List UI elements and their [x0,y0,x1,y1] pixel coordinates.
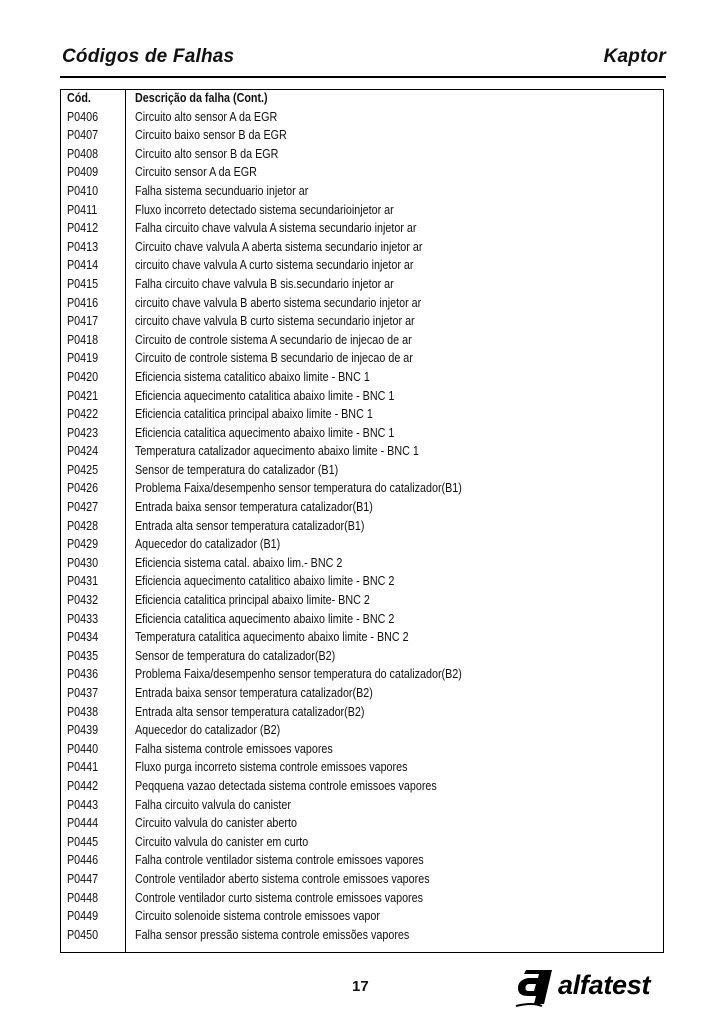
fault-code: P0435 [67,648,99,663]
table-row [60,201,664,220]
column-header-code: Cód. [67,91,91,105]
fault-code: P0418 [67,332,99,347]
table-row [60,424,664,443]
table-row [60,331,664,350]
fault-description: Eficiencia catalitica aquecimento abaixo limite - BNC 1 [135,425,395,440]
fault-code: P0421 [67,388,99,403]
fault-code: P0417 [67,314,99,329]
header-rule [60,76,666,78]
table-row [60,145,664,164]
table-row [60,405,664,424]
table-row [60,294,664,313]
fault-description: Fluxo purga incorreto sistema controle emissoes vapores [135,760,408,775]
table-row [60,368,664,387]
fault-description: Falha sistema controle emissoes vapores [135,741,333,756]
table-row [60,554,664,573]
fault-code: P0448 [67,890,99,905]
table-row [60,461,664,480]
fault-code: P0447 [67,871,99,886]
fault-description: Eficiencia catalitica aquecimento abaixo limite - BNC 2 [135,611,395,626]
table-row [60,870,664,889]
fault-description: Eficiencia sistema catal. abaixo lim.- BNC 2 [135,555,343,570]
fault-code: P0409 [67,165,99,180]
table-row [60,517,664,536]
fault-code: P0430 [67,555,99,570]
fault-code: P0416 [67,295,99,310]
fault-code: P0420 [67,369,99,384]
fault-code: P0419 [67,351,99,366]
column-header-description: Descrição da falha (Cont.) [135,91,268,105]
fault-code: P0424 [67,444,99,459]
fault-code: P0429 [67,537,99,552]
fault-description: Circuito valvula do canister em curto [135,834,309,849]
fault-description: Eficiencia catalitica principal abaixo limite- BNC 2 [135,593,370,608]
fault-code: P0414 [67,258,99,273]
table-row [60,238,664,257]
table-row [60,219,664,238]
fault-code: P0437 [67,686,99,700]
fault-code: P0410 [67,183,99,198]
table-row [60,740,664,759]
table-row [60,777,664,796]
fault-code: P0423 [67,425,99,440]
table-row [60,851,664,870]
fault-code: P0406 [67,109,99,124]
fault-code-table [60,89,664,944]
table-row [60,349,664,368]
fault-description: Circuito solenoide sistema controle emissoes vapor [135,909,380,924]
fault-code: P0427 [67,500,99,515]
fault-description: circuito chave valvula B curto sistema secundario injetor ar [135,314,415,329]
fault-description: Falha circuito chave valvula A sistema secundario injetor ar [135,221,417,236]
table-row [60,610,664,629]
fault-description: Eficiencia aquecimento catalitico abaixo limite - BNC 2 [135,574,395,589]
table-row [60,256,664,275]
table-row [60,479,664,498]
fault-description: circuito chave valvula A curto sistema secundario injetor ar [135,258,414,273]
brand-name: Kaptor [603,46,666,67]
fault-description: Entrada baixa sensor temperatura catalizador(B1) [135,500,373,515]
fault-code: P0441 [67,760,99,775]
table-row [60,684,664,703]
fault-code: P0422 [67,407,99,422]
table-row [60,163,664,182]
fault-code: P0425 [67,462,99,477]
fault-description: Fluxo incorreto detectado sistema secundarioinjetor ar [135,202,394,217]
fault-description: Circuito alto sensor B da EGR [135,146,279,161]
fault-description: Circuito sensor A da EGR [135,165,257,180]
fault-description: Eficiencia sistema catalitico abaixo limite - BNC 1 [135,369,370,384]
fault-description: Problema Faixa/desempenho sensor temperatura do catalizador(B2) [135,667,462,682]
fault-code: P0449 [67,909,99,924]
fault-code: P0444 [67,816,99,831]
logo-wordmark: alfatest [558,970,651,1000]
fault-description: Entrada alta sensor temperatura catalizador(B1) [135,518,365,533]
fault-description: Aquecedor do catalizador (B2) [135,723,281,738]
table-row [60,275,664,294]
fault-code: P0426 [67,481,99,496]
table-row [60,442,664,461]
fault-description: Circuito baixo sensor B da EGR [135,128,287,143]
fault-description: Entrada baixa sensor temperatura catalizador(B2) [135,686,373,700]
fault-code: P0446 [67,853,99,868]
page-title: Códigos de Falhas [62,46,235,67]
table-row [60,572,664,591]
table-row [60,647,664,666]
fault-description: Temperatura catalitica aquecimento abaixo limite - BNC 2 [135,630,409,645]
table-row [60,108,664,127]
alfatest-a-logo-icon [512,966,556,1008]
fault-code: P0440 [67,741,99,756]
fault-description: Problema Faixa/desempenho sensor temperatura do catalizador(B1) [135,481,462,496]
fault-description: circuito chave valvula B aberto sistema secundario injetor ar [135,295,422,310]
table-row [60,907,664,926]
table-row [60,591,664,610]
fault-description: Sensor de temperatura do catalizador(B2) [135,648,336,663]
table-row [60,721,664,740]
table-header-row [60,89,664,108]
table-row [60,535,664,554]
fault-code: P0433 [67,611,99,626]
alfatest-logo [512,964,672,1012]
fault-description: Controle ventilador curto sistema controle emissoes vapores [135,890,424,905]
fault-code: P0432 [67,593,99,608]
fault-code: P0439 [67,723,99,738]
fault-code: P0436 [67,667,99,682]
fault-code: P0413 [67,239,99,254]
fault-description: Circuito alto sensor A da EGR [135,109,278,124]
fault-description: Falha circuito chave valvula B sis.secundario injetor ar [135,276,394,291]
fault-code: P0428 [67,518,99,533]
table-row [60,126,664,145]
fault-code: P0407 [67,128,99,143]
fault-description: Falha circuito valvula do canister [135,797,291,812]
fault-code: P0412 [67,221,99,236]
fault-description: Falha sensor pressão sistema controle emissões vapores [135,927,410,942]
table-row [60,182,664,201]
table-row [60,889,664,908]
fault-code: P0434 [67,630,99,645]
table-row [60,814,664,833]
table-row [60,628,664,647]
fault-description: Temperatura catalizador aquecimento abaixo limite - BNC 1 [135,444,419,459]
fault-description: Falha controle ventilador sistema controle emissoes vapores [135,853,424,868]
table-row [60,758,664,777]
fault-description: Eficiencia aquecimento catalitica abaixo limite - BNC 1 [135,388,395,403]
fault-description: Sensor de temperatura do catalizador (B1) [135,462,339,477]
fault-description: Circuito chave valvula A aberta sistema secundario injetor ar [135,239,423,254]
fault-code: P0445 [67,834,99,849]
fault-code: P0431 [67,574,99,589]
fault-code: P0443 [67,797,99,812]
fault-description: Circuito valvula do canister aberto [135,816,297,831]
fault-code: P0442 [67,778,99,793]
table-row [60,703,664,722]
table-row [60,796,664,815]
table-row [60,926,664,945]
table-row [60,665,664,684]
fault-description: Aquecedor do catalizador (B1) [135,537,281,552]
fault-description: Falha sistema secunduario injetor ar [135,183,309,198]
fault-description: Circuito de controle sistema B secundario de injecao de ar [135,351,413,366]
table-row [60,833,664,852]
fault-description: Eficiencia catalitica principal abaixo limite - BNC 1 [135,407,373,422]
fault-code: P0411 [67,202,98,217]
page-header [62,46,666,72]
page-number: 17 [352,978,369,995]
fault-description: Peqquena vazao detectada sistema controle emissoes vapores [135,778,437,793]
table-row [60,312,664,331]
table-row [60,498,664,517]
fault-code: P0438 [67,704,99,719]
fault-code: P0415 [67,276,99,291]
fault-description: Entrada alta sensor temperatura catalizador(B2) [135,704,365,719]
fault-description: Circuito de controle sistema A secundario de injecao de ar [135,332,412,347]
fault-description: Controle ventilador aberto sistema controle emissoes vapores [135,871,430,886]
table-row [60,387,664,406]
fault-code: P0450 [67,927,99,942]
fault-code: P0408 [67,146,99,161]
